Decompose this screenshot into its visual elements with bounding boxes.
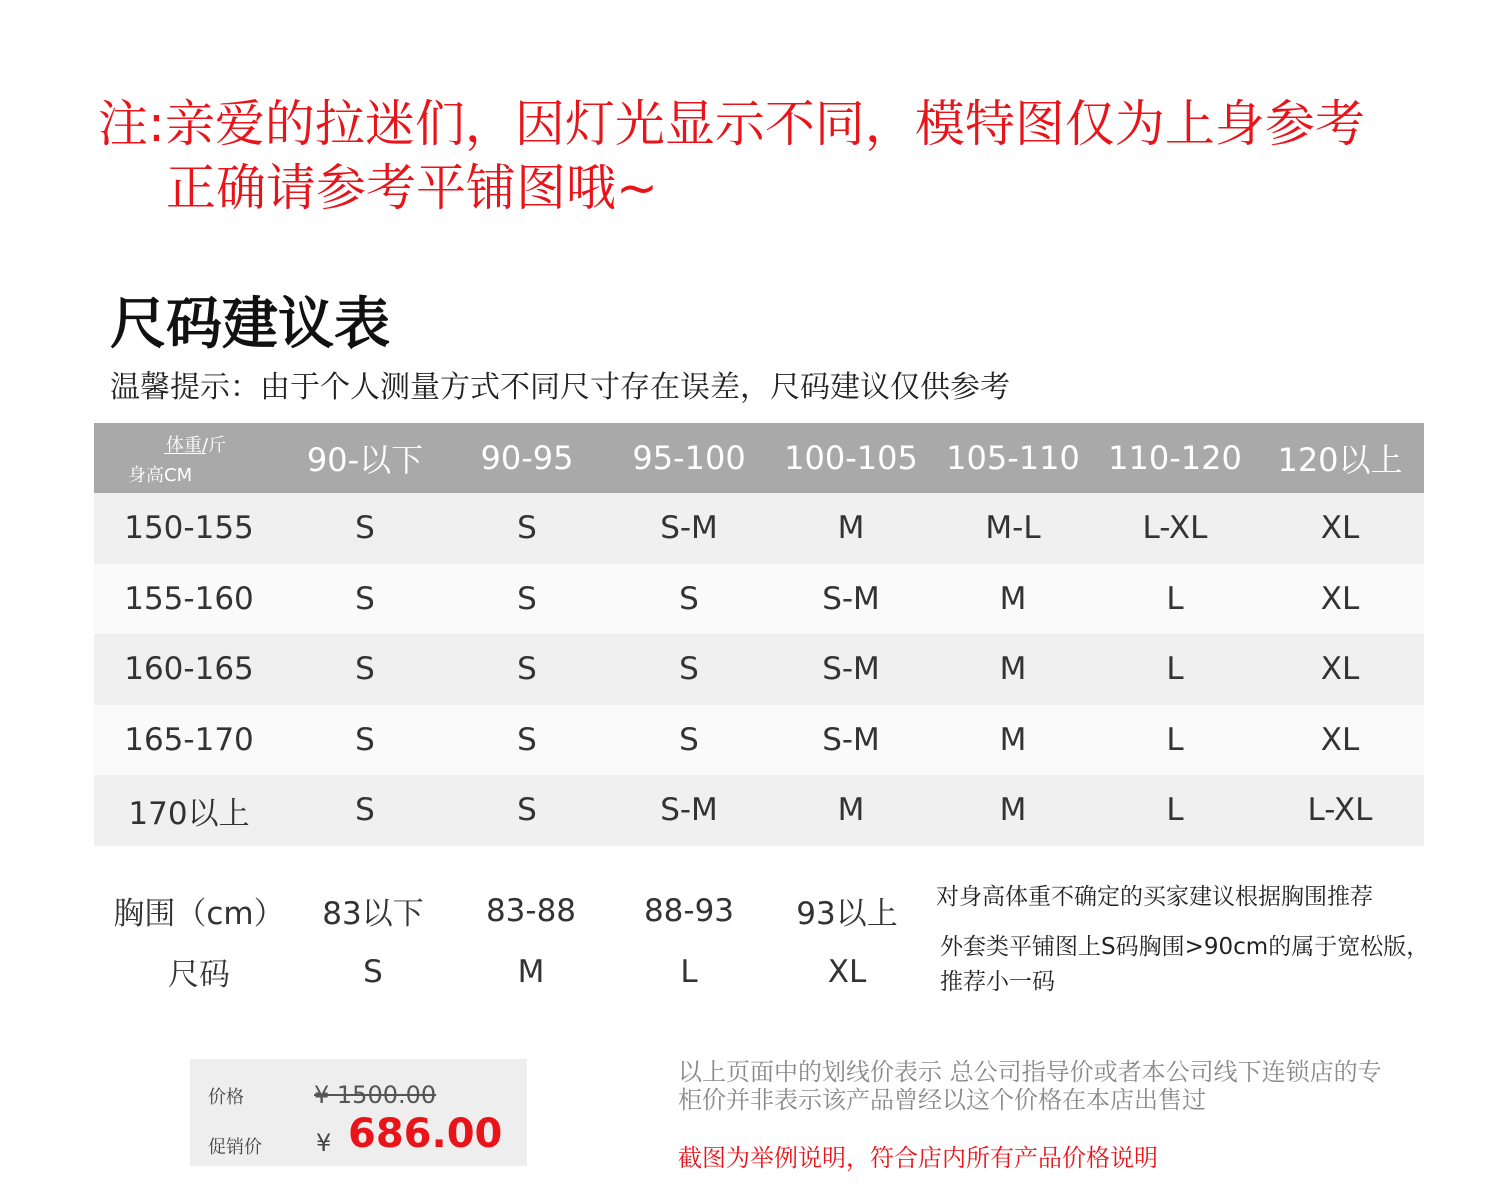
price-disclaimer: 以上页面中的划线价表示 总公司指导价或者本公司线下连锁店的专柜价并非表示该产品曾经以这个价格在本店出售过 [678,1058,1382,1114]
size-cell: L [1166,792,1184,829]
price-disclaimer-red: 截图为举例说明，符合店内所有产品价格说明 [678,1144,1158,1172]
height-cell: 160-165 [124,651,254,688]
height-cell: 150-155 [124,510,254,547]
size-table-header [94,423,1424,493]
notice [98,92,1365,220]
tip-text: 温馨提示：由于个人测量方式不同尺寸存在误差，尺码建议仅供参考 [110,370,1010,405]
bust-cell: 83以下 [322,896,424,932]
table-row [94,705,1424,776]
size-cell: L [1166,651,1184,688]
size-cell: L [1166,721,1184,758]
size-cell: XL [1320,510,1360,547]
size-cell: S [517,792,537,829]
price-box [190,1059,527,1166]
weight-header: 120以上 [1277,441,1403,479]
size-cell: S-M [822,580,880,617]
size-cell: S [517,580,537,617]
size-cell: L [1166,580,1184,617]
size-cell: M-L [985,510,1041,547]
size-cell: S [355,651,375,688]
page-title: 尺码建议表 [110,292,390,357]
size-cell: S [355,721,375,758]
size-cell: S [517,721,537,758]
height-cell: 155-160 [124,580,254,617]
currency-symbol: ¥ [316,1129,332,1157]
size-cell: M [837,792,865,829]
size-cell: XL [1320,721,1360,758]
size-cell: M [999,651,1027,688]
corner-height-label: 身高CM [128,465,193,486]
size-code-cell: L [680,953,698,990]
size-cell: L-XL [1307,792,1373,829]
size-cell: S [679,580,699,617]
sale-price: 686.00 [348,1111,503,1157]
size-cell: S-M [822,651,880,688]
header-corner [94,423,284,493]
size-code-label: 尺码 [168,957,230,993]
size-cell: S-M [660,792,718,829]
table-row [94,775,1424,846]
sale-price-label: 促销价 [208,1137,262,1158]
size-cell: S [679,721,699,758]
size-table [94,423,1424,846]
notice-line-2: 正确请参考平铺图哦~ [166,159,658,217]
weight-header: 90-以下 [306,441,424,479]
size-cell: S [355,580,375,617]
bust-label: 胸围（cm） [113,896,285,932]
corner-divider [164,453,206,454]
size-cell: XL [1320,580,1360,617]
price-label: 价格 [208,1087,244,1108]
bust-table [104,880,926,1002]
weight-header: 95-100 [632,439,746,477]
size-cell: M [837,510,865,547]
size-code-row [104,941,926,1002]
size-cell: S-M [822,721,880,758]
table-row [94,634,1424,705]
weight-header: 100-105 [784,439,918,477]
bust-row [104,880,926,941]
size-cell: XL [1320,651,1360,688]
size-code-cell: S [363,953,383,990]
weight-header: 105-110 [946,439,1080,477]
bust-cell: 93以上 [796,896,898,932]
height-cell: 170以上 [128,795,250,832]
corner-weight-label: 体重/斤 [166,435,227,456]
size-cell: S [517,651,537,688]
size-cell: M [999,721,1027,758]
size-cell: S-M [660,510,718,547]
table-row [94,564,1424,635]
weight-header: 90-95 [480,439,574,477]
bust-cell: 88-93 [643,892,735,929]
outerwear-note: 外套类平铺图上S码胸围>90cm的属于宽松版，推荐小一码 [940,934,1430,995]
size-cell: M [999,580,1027,617]
size-cell: L-XL [1142,510,1208,547]
size-cell: M [999,792,1027,829]
size-cell: S [355,510,375,547]
size-code-cell: M [517,953,545,990]
notice-line-1: 注:亲爱的拉迷们，因灯光显示不同，模特图仅为上身参考 [98,95,1365,153]
size-cell: S [679,651,699,688]
table-row [94,493,1424,564]
size-cell: S [355,792,375,829]
size-cell: S [517,510,537,547]
height-cell: 165-170 [124,721,254,758]
bust-note: 对身高体重不确定的买家建议根据胸围推荐 [936,884,1373,910]
bust-cell: 83-88 [485,892,577,929]
size-code-cell: XL [827,953,867,990]
original-price: ¥ 1500.00 [314,1081,437,1109]
weight-header: 110-120 [1108,439,1242,477]
